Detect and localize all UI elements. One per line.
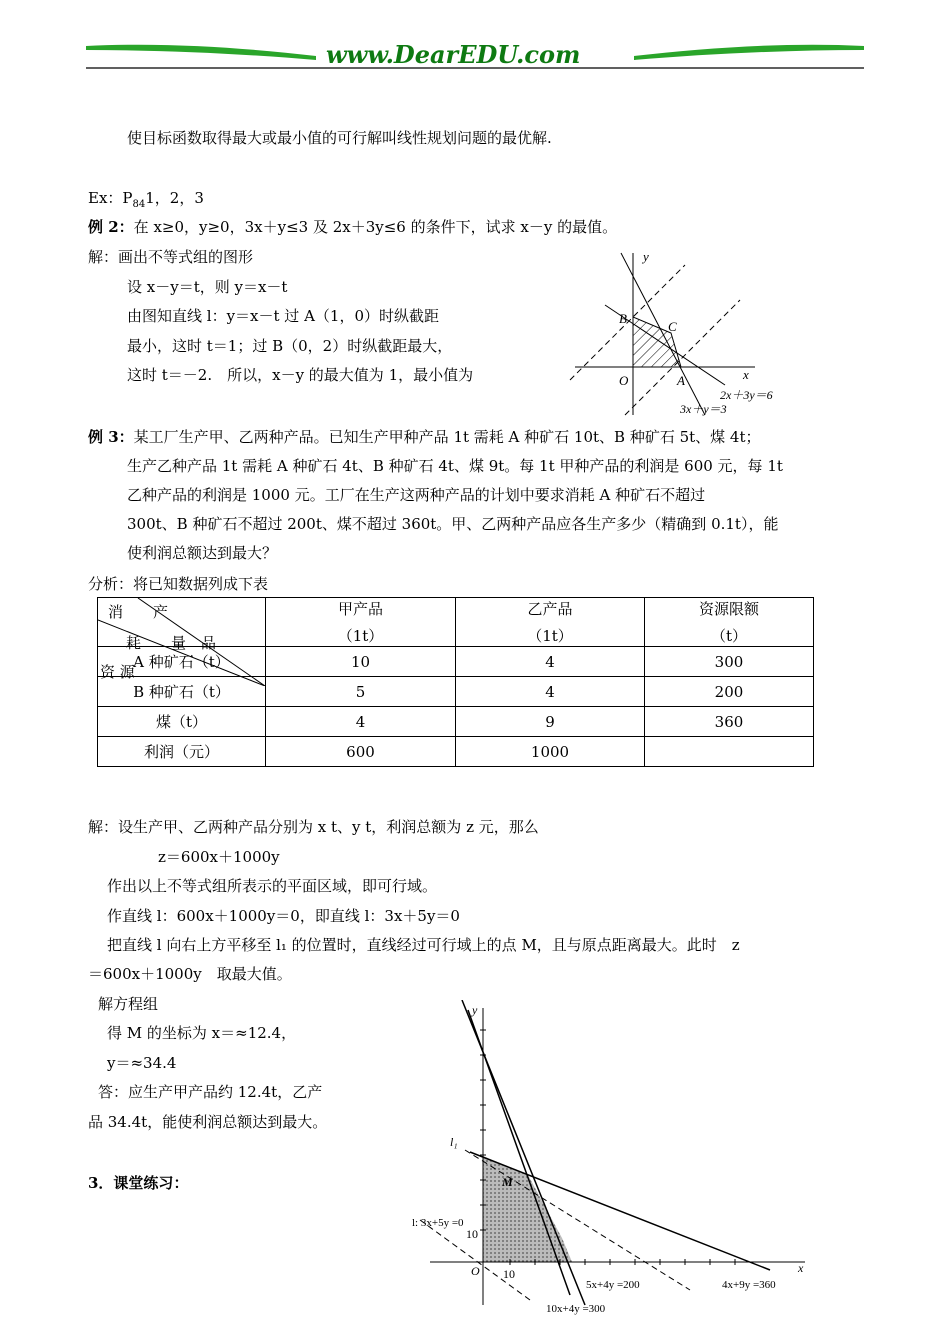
row-a: 4 [266, 707, 456, 737]
g1-line1: 2x＋3y＝6 [720, 388, 773, 402]
example3-line4: 使利润总额达到最大？ [127, 544, 278, 562]
table-header-b [456, 598, 645, 647]
sol3-1: z＝600x＋1000y [158, 848, 280, 866]
header-a-unit: （1t） [337, 627, 384, 645]
ex2-sol-1: 设 x－y＝t，则 y＝x－t [127, 278, 288, 296]
intro-text: 使目标函数取得最大或最小值的可行解叫线性规划问题的最优解. [127, 129, 552, 147]
sol3-8: y＝≈34.4 [107, 1054, 177, 1072]
sol3-2: 作出以上不等式组所表示的平面区域，即可行域。 [107, 877, 438, 895]
sol3-4: 把直线 l 向右上方平移至 l₁ 的位置时，直线经过可行域上的点 M，且与原点距离最大。此时 z [107, 936, 740, 954]
header-b-unit: （1t） [527, 627, 573, 645]
corner-top: 消 产 [108, 603, 169, 621]
table-row [98, 737, 814, 767]
analysis-text: 分析：将已知数据列成下表 [88, 575, 269, 593]
example2-label: 例 2： [88, 218, 134, 236]
header-banner [86, 38, 864, 72]
example3-label: 例 3： [88, 428, 134, 446]
exercise-ref [88, 187, 204, 210]
row-b: 4 [456, 647, 645, 677]
row-b: 4 [456, 677, 645, 707]
g2-axis-x: x [798, 1261, 804, 1275]
ex2-sol-0: 解：画出不等式组的图形 [88, 248, 254, 266]
sol3-7: 得 M 的坐标为 x＝≈12.4， [107, 1024, 297, 1042]
exercise-prefix: Ex：P [88, 189, 133, 207]
example3-line2: 乙种产品的利润是 1000 元。工厂在生产这两种产品的计划中要求消耗 A 种矿石不超过 [127, 486, 706, 504]
g1-axis-x: x [743, 367, 749, 382]
ex2-sol-2: 由图知直线 l：y＝x－t 过 A（1，0）时纵截距 [127, 307, 439, 325]
example3-line1: 生产乙种产品 1t 需耗 A 种矿石 4t、B 种矿石 4t、煤 9t。每 1t 甲种产品的利润是 600 元，每 1t [127, 457, 783, 475]
sol3-10: 品 34.4t，能使利润总额达到最大。 [88, 1113, 328, 1131]
g2-tick-x10: 10 [503, 1267, 515, 1281]
site-logo-text: www.DearEDU.com [326, 40, 581, 69]
row-b: 9 [456, 707, 645, 737]
g1-point-c: C [668, 319, 677, 334]
example2-graph [565, 245, 810, 420]
table-header-row [98, 598, 814, 647]
g2-l1: l₁ [450, 1135, 458, 1149]
exercise-sub: 84 [132, 199, 146, 210]
sol3-3: 作直线 l：600x＋1000y＝0，即直线 l：3x＋5y＝0 [107, 907, 460, 925]
corner-mid: 耗 量 品 [126, 634, 217, 652]
ex2-sol-4: 这时 t＝－2. 所以，x－y 的最大值为 1，最小值为 [127, 366, 474, 384]
resource-table [97, 597, 814, 767]
g2-line-l: l: 3x+5y =0 [412, 1217, 464, 1229]
corner-bottom: 资 源 [100, 663, 135, 681]
example3-graph [410, 1000, 810, 1320]
feasible-region-2 [483, 1156, 572, 1262]
sol3-0: 解：设生产甲、乙两种产品分别为 x t、y t，利润总额为 z 元，那么 [88, 818, 539, 836]
table-row [98, 707, 814, 737]
header-limit-unit: （t） [710, 627, 748, 645]
g1-point-a: A [677, 373, 685, 388]
row-label: 利润（元） [98, 737, 266, 767]
g1-point-b: B [619, 311, 627, 326]
table-header-limit [645, 598, 814, 647]
sol3-5: ＝600x＋1000y 取最大值。 [88, 965, 292, 983]
row-b: 1000 [456, 737, 645, 767]
row-limit [645, 737, 814, 767]
row-a: 10 [266, 647, 456, 677]
example2 [88, 216, 617, 237]
sol3-9: 答：应生产甲产品约 12.4t，乙产 [98, 1083, 323, 1101]
table-header-a [266, 598, 456, 647]
g1-origin: O [619, 373, 629, 388]
row-label: 煤（t） [98, 707, 266, 737]
g2-point-m: M [502, 1175, 513, 1189]
example3-line0 [88, 426, 761, 447]
row-a: 600 [266, 737, 456, 767]
row-a: 5 [266, 677, 456, 707]
row-limit: 360 [645, 707, 814, 737]
g1-line2: 3x＋y＝3 [680, 402, 727, 416]
row-limit: 300 [645, 647, 814, 677]
g2-axis-y: y [472, 1003, 478, 1017]
header-b-name: 乙产品 [527, 600, 573, 618]
row-limit: 200 [645, 677, 814, 707]
sol3-6: 解方程组 [98, 995, 159, 1013]
header-limit-name: 资源限额 [698, 600, 759, 618]
ex2-sol-3: 最小，这时 t＝1；过 B（0，2）时纵截距最大， [127, 337, 453, 355]
exercise-rest: 1，2，3 [145, 189, 204, 207]
g2-line-b: 5x+4y =200 [586, 1279, 640, 1291]
example2-text: 在 x≥0，y≥0，3x＋y≤3 及 2x＋3y≤6 的条件下，试求 x－y 的最值。 [133, 218, 618, 236]
g2-origin: O [471, 1264, 480, 1278]
header-a-name: 甲产品 [337, 600, 383, 618]
g2-line-a: 10x+4y =300 [546, 1303, 606, 1315]
g2-line-c: 4x+9y =360 [722, 1279, 776, 1291]
example3-text-0: 某工厂生产甲、乙两种产品。已知生产甲种产品 1t 需耗 A 种矿石 10t、B 种矿石 5t、煤 4t； [133, 428, 761, 446]
row-label: A 种矿石（t） [98, 647, 266, 677]
example3-line3: 300t、B 种矿石不超过 200t、煤不超过 360t。甲、乙两种产品应各生产多少（精确到 0.1t），能 [127, 515, 779, 533]
g2-tick-y10: 10 [466, 1227, 478, 1241]
g1-axis-y: y [643, 249, 649, 264]
row-label: B 种矿石（t） [98, 677, 266, 707]
section3-heading: 3．课堂练习： [88, 1174, 189, 1192]
